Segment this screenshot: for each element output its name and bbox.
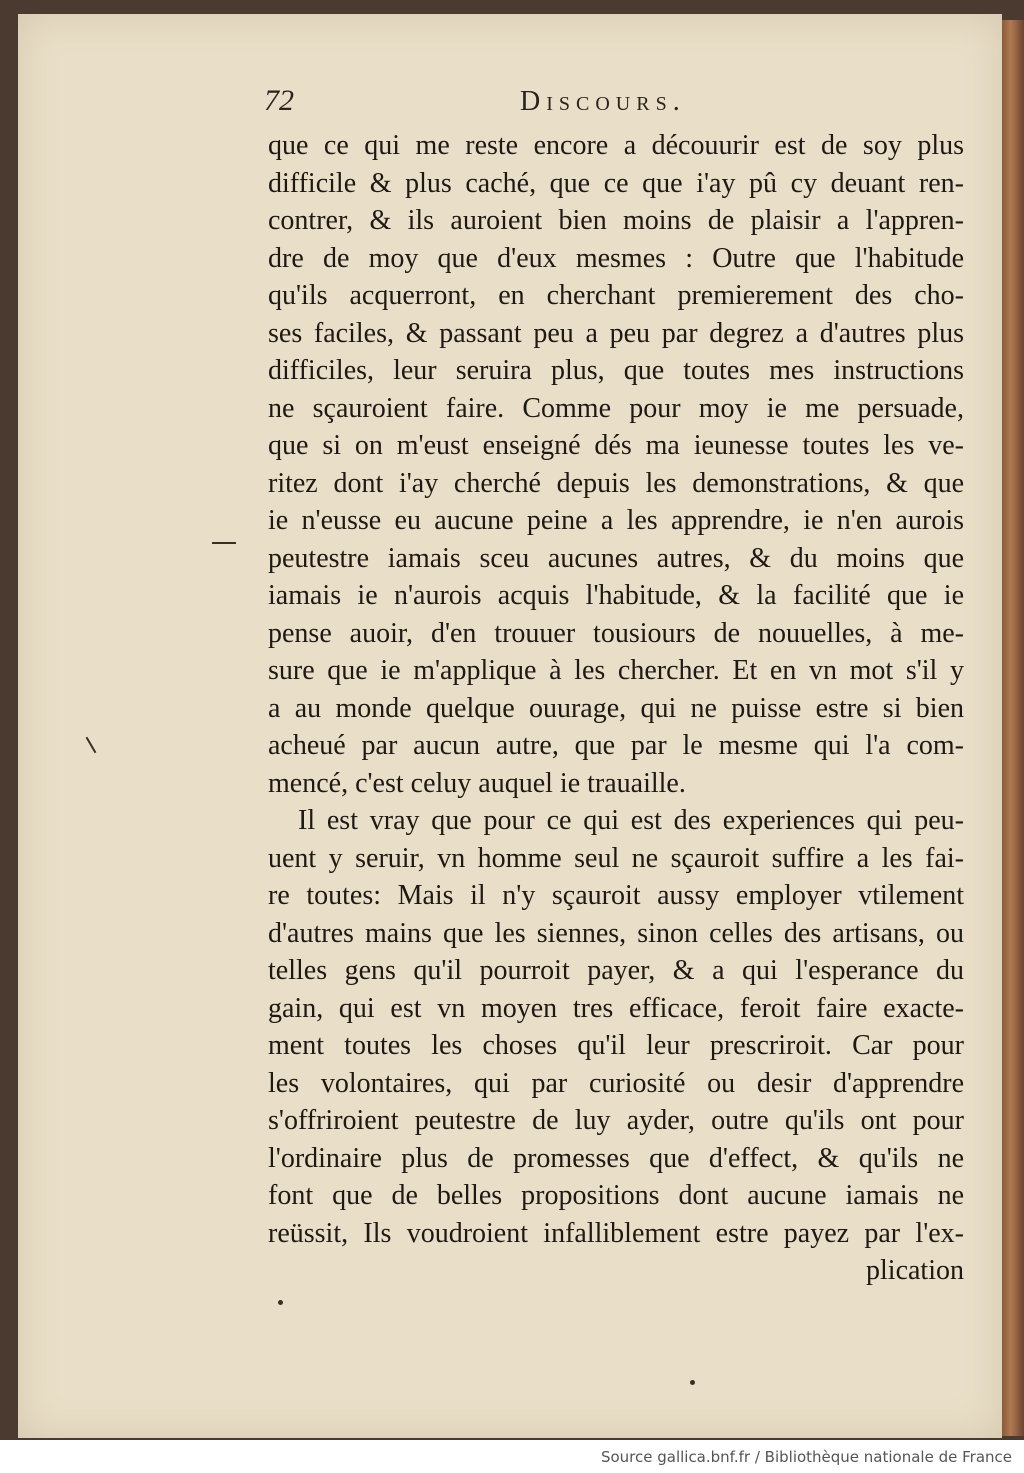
text-line: contrer, & ils auroient bien moins de plaisir a l'appren- xyxy=(268,205,964,236)
text-line: Il est vray que pour ce qui est des experiences qui peu- xyxy=(298,805,964,836)
text-line: que si on m'eust enseigné dés ma ieunesse toutes les ve- xyxy=(268,430,964,461)
text-line: ie n'eusse eu aucune peine a les apprendre, ie n'en aurois xyxy=(268,505,964,536)
text-line: uent y seruir, vn homme seul ne sçauroit suffire a les fai- xyxy=(268,842,964,874)
book-edge xyxy=(1002,20,1024,1436)
text-line: ses faciles, & passant peu a peu par degrez a d'autres plus xyxy=(268,317,964,349)
text-line: pense auoir, d'en trouuer tousiours de nouuelles, à me- xyxy=(268,617,964,649)
text-line: font que de belles propositions dont aucune iamais ne xyxy=(268,1180,964,1211)
source-credit: Source gallica.bnf.fr / Bibliothèque nationale de France xyxy=(600,1448,1012,1466)
text-line: difficiles, leur seruira plus, que toutes mes instructions xyxy=(268,355,964,386)
text-line: d'autres mains que les siennes, sinon celles des artisans, ou xyxy=(268,917,964,949)
text-line: a au monde quelque ouurage, qui ne puisse estre si bien xyxy=(268,692,964,724)
running-head: Discours. xyxy=(520,86,686,117)
text-line: iamais ie n'aurois acquis l'habitude, & la facilité que ie xyxy=(268,580,964,611)
margin-mark xyxy=(212,542,236,544)
catchword: plication xyxy=(866,1255,964,1286)
text-line: gain, qui est vn moyen tres efficace, feroit faire exacte- xyxy=(268,992,964,1024)
text-line: l'ordinaire plus de promesses que d'effect, & qu'ils ne xyxy=(268,1142,964,1174)
text-line: dre de moy que d'eux mesmes : Outre que l'habitude xyxy=(268,242,964,274)
ink-speck xyxy=(278,1300,283,1305)
text-line: telles gens qu'il pourroit payer, & a qui l'esperance du xyxy=(268,955,964,986)
text-line: re toutes: Mais il n'y sçauroit aussy employer vtilement xyxy=(268,880,964,911)
text-line: peutestre iamais sceu aucunes autres, & du moins que xyxy=(268,542,964,574)
text-line: s'offriroient peutestre de luy ayder, outre qu'ils ont pour xyxy=(268,1105,964,1136)
text-line: acheué par aucun autre, que par le mesme qui l'a com- xyxy=(268,730,964,761)
page-number: 72 xyxy=(264,84,294,117)
page-header xyxy=(0,80,1024,130)
text-line: ne sçauroient faire. Comme pour moy ie me persuade, xyxy=(268,392,964,424)
text-line: que ce qui me reste encore a découurir est de soy plus xyxy=(268,130,964,161)
ink-speck xyxy=(690,1380,695,1385)
text-line: ritez dont i'ay cherché depuis les demonstrations, & que xyxy=(268,467,964,499)
text-line: mencé, c'est celuy auquel ie trauaille. xyxy=(268,767,686,799)
text-line: les volontaires, qui par curiosité ou desir d'apprendre xyxy=(268,1067,964,1099)
text-block xyxy=(268,127,964,1290)
text-line: ment toutes les choses qu'il leur prescriroit. Car pour xyxy=(268,1030,964,1061)
text-line: difficile & plus caché, que ce que i'ay pû cy deuant ren- xyxy=(268,167,964,199)
footer-bar xyxy=(0,1440,1024,1473)
text-line: reüssit, Ils voudroient infalliblement estre payez par l'ex- xyxy=(268,1217,964,1249)
text-line: sure que ie m'applique à les chercher. Et en vn mot s'il y xyxy=(268,655,964,686)
text-line: qu'ils acquerront, en cherchant premierement des cho- xyxy=(268,280,964,311)
